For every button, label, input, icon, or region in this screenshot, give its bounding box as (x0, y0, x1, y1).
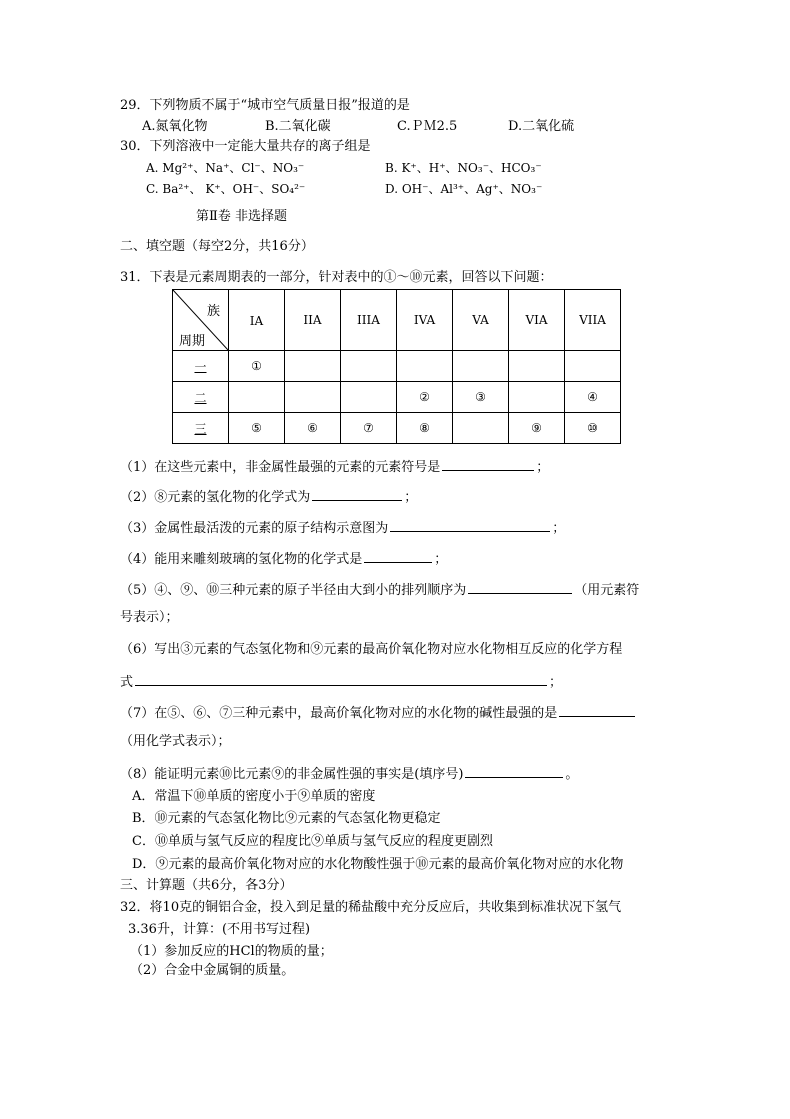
q31-sub6-line2 (120, 673, 562, 691)
q32-part1: （1）参加反应的HCl的物质的量； (130, 944, 333, 959)
q31-sub3-text: （3）金属性最活泼的元素的原子结构示意图为 (120, 521, 389, 536)
q31-sub5-line2: 号表示）； (120, 610, 179, 625)
table-cell: ⑩ (565, 413, 621, 444)
answer-blank (465, 765, 563, 778)
table-cell (453, 413, 509, 444)
table-cell (285, 382, 341, 413)
q31-sub7-line2: （用化学式表示）； (120, 734, 231, 749)
q31-sub4-text: （4）能用来雕刻玻璃的氢化物的化学式是 (120, 552, 363, 567)
group-header: IA (229, 290, 285, 351)
table-cell: ③ (453, 382, 509, 413)
q31-sub6-label: 式 (120, 675, 134, 690)
q30-stem: 30．下列溶液中一定能大量共存的离子组是 (120, 139, 371, 154)
section2-heading: 二、填空题（每空2分，共16分） (120, 239, 314, 254)
group-header: IIA (285, 290, 341, 351)
q31-sub4-end: ； (434, 552, 448, 567)
group-header: IIIA (341, 290, 397, 351)
group-header: VIA (509, 290, 565, 351)
answer-blank (364, 550, 432, 563)
group-header: VIIA (565, 290, 621, 351)
q30-option-d: D. OH⁻、Al³⁺、Ag⁺、NO₃⁻ (385, 182, 543, 196)
q31-sub5 (120, 581, 639, 599)
periodic-table (172, 289, 621, 444)
q31-sub8-text: （8）能证明元素⑩比元素⑨的非金属性强的事实是(填序号) (120, 767, 464, 782)
table-cell: ⑨ (509, 413, 565, 444)
answer-blank (135, 673, 547, 686)
q31-sub2-text: （2）⑧元素的氢化物的化学式为 (120, 490, 311, 505)
period-label: 二 (173, 382, 229, 413)
corner-group-label: 族 (206, 304, 220, 319)
q29-stem: 29．下列物质不属于“城市空气质量日报”报道的是 (120, 98, 410, 113)
q31-sub8-option-b: B．⑩元素的气态氢化物比⑨元素的气态氢化物更稳定 (132, 811, 441, 826)
q32-stem-line2: 3.36升，计算：(不用书写过程) (128, 922, 311, 937)
table-cell (397, 351, 453, 382)
q31-sub1 (120, 458, 549, 476)
table-cell (565, 351, 621, 382)
q29-option-d: D.二氧化硫 (508, 119, 575, 134)
q31-sub5-end: （用元素符 (574, 583, 640, 598)
q29-option-b: B.二氧化碳 (265, 119, 331, 134)
q31-sub8-option-c: C．⑩单质与氢气反应的程度比⑨单质与氢气反应的程度更剧烈 (132, 834, 493, 849)
q30-option-a: A. Mg²⁺、Na⁺、Cl⁻、NO₃⁻ (146, 161, 305, 175)
q32-stem: 32．将10克的铜铝合金，投入到足量的稀盐酸中充分反应后，共收集到标准状况下氢气 (120, 900, 622, 915)
answer-blank (312, 488, 402, 501)
group-header: IVA (397, 290, 453, 351)
q31-sub8-option-d: D．⑨元素的最高价氧化物对应的水化物酸性强于⑩元素的最高价氧化物对应的水化物 (132, 857, 624, 872)
table-cell: ① (229, 351, 285, 382)
q31-sub6: （6）写出③元素的气态氢化物和⑨元素的最高价氧化物对应水化物相互反应的化学方程 (120, 642, 623, 657)
period-label: 三 (173, 413, 229, 444)
q30-option-c: C. Ba²⁺、 K⁺、OH⁻、SO₄²⁻ (146, 182, 306, 196)
q31-sub3-end: ； (552, 521, 566, 536)
q31-sub2 (120, 488, 417, 506)
table-cell: ⑤ (229, 413, 285, 444)
q29-option-a: A.氮氧化物 (142, 119, 208, 134)
table-cell: ⑦ (341, 413, 397, 444)
table-cell (341, 382, 397, 413)
q31-sub8 (120, 765, 578, 783)
section3-heading: 三、计算题（共6分，各3分） (120, 878, 293, 893)
q31-sub1-text: （1）在这些元素中，非金属性最强的元素的元素符号是 (120, 460, 441, 475)
table-cell (229, 382, 285, 413)
answer-blank (559, 704, 635, 717)
q31-sub3 (120, 519, 565, 537)
q31-sub2-end: ； (404, 490, 418, 505)
q31-stem: 31．下表是元素周期表的一部分，针对表中的①～⑩元素，回答以下问题： (120, 270, 553, 285)
table-cell (453, 351, 509, 382)
period-label: 一 (173, 351, 229, 382)
q29-option-c: C.ＰＭ2.5 (397, 119, 458, 134)
table-corner-cell (173, 290, 229, 351)
table-cell (509, 351, 565, 382)
answer-blank (390, 519, 550, 532)
answer-blank (442, 458, 534, 471)
q31-sub7 (120, 704, 637, 722)
q31-sub8-end: 。 (565, 767, 579, 782)
table-cell: ⑥ (285, 413, 341, 444)
table-cell (341, 351, 397, 382)
table-cell (285, 351, 341, 382)
q31-sub7-text: （7）在⑤、⑥、⑦三种元素中，最高价氧化物对应的水化物的碱性最强的是 (120, 706, 558, 721)
q31-sub1-end: ； (536, 460, 550, 475)
answer-blank (468, 581, 572, 594)
q32-part2: （2）合金中金属铜的质量。 (130, 963, 295, 978)
corner-period-label: 周期 (179, 334, 206, 349)
table-cell: ⑧ (397, 413, 453, 444)
q31-sub5-text: （5）④、⑨、⑩三种元素的原子半径由大到小的排列顺序为 (120, 583, 467, 598)
q31-sub8-option-a: A．常温下⑩单质的密度小于⑨单质的密度 (132, 789, 376, 804)
q31-sub4 (120, 550, 447, 568)
part2-title: 第Ⅱ卷 非选择题 (196, 209, 287, 224)
table-cell: ④ (565, 382, 621, 413)
table-cell: ② (397, 382, 453, 413)
group-header: VA (453, 290, 509, 351)
q30-option-b: B. K⁺、H⁺、NO₃⁻、HCO₃⁻ (385, 161, 542, 175)
table-cell (509, 382, 565, 413)
q31-sub6-end: ； (549, 675, 563, 690)
